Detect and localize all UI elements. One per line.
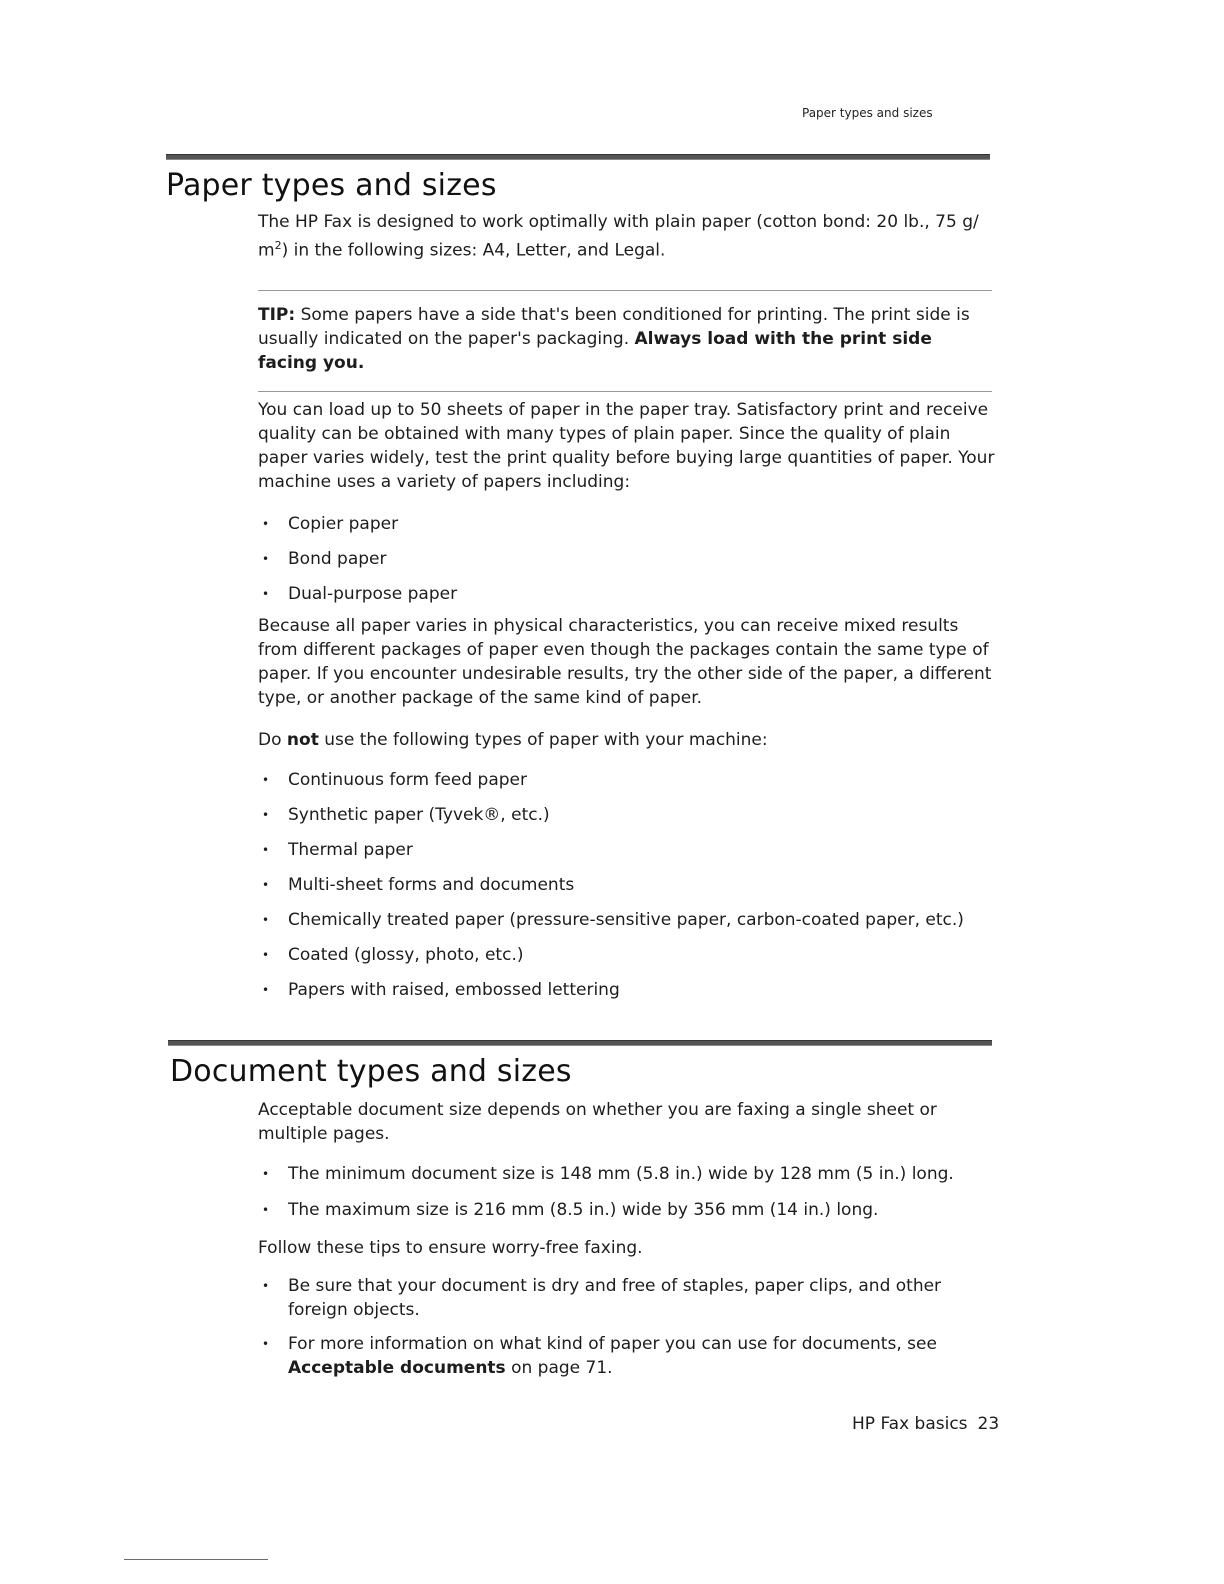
- list-item: • Thermal paper: [262, 840, 413, 860]
- scan-edge-line: [124, 1559, 268, 1560]
- list-item: • Multi-sheet forms and documents: [262, 875, 575, 895]
- footer-label: HP Fax basics: [852, 1414, 968, 1434]
- acceptable-documents-link[interactable]: Acceptable documents: [288, 1358, 506, 1378]
- list-item: • Continuous form feed paper: [262, 770, 528, 790]
- section-divider: [166, 154, 990, 160]
- paper-type-list: [258, 512, 998, 606]
- tip-text: Some papers have a side that's been conditioned for printing. The print side is usually indicated on the paper's packaging.: [258, 305, 970, 349]
- list-item: • The maximum size is 216 mm (8.5 in.) wide by 356 mm (14 in.) long.: [262, 1200, 879, 1220]
- page-footer: [852, 1414, 999, 1434]
- paper-intro: The HP Fax is designed to work optimally with plain paper (cotton bond: 20 lb., 75 g/ $m^2$) in the following sizes: A4, Letter, and Legal.: [258, 212, 979, 261]
- running-head: Paper types and sizes: [802, 106, 933, 120]
- document-size-list: [258, 1162, 998, 1222]
- list-item: • For more information on what kind of paper you can use for documents, see Acceptable documents on page 71.: [262, 1334, 937, 1378]
- list-item: • The minimum document size is 148 mm (5.8 in.) wide by 128 mm (5 in.) long.: [262, 1164, 954, 1184]
- do-not-use-paragraph: Do not use the following types of paper with your machine:: [258, 730, 768, 750]
- list-item: • Papers with raised, embossed lettering: [262, 980, 620, 1000]
- avoid-paper-list: [258, 768, 998, 1002]
- tip-box: [258, 290, 992, 392]
- page-number: 23: [977, 1414, 1000, 1434]
- list-item: • Coated (glossy, photo, etc.): [262, 945, 524, 965]
- list-item: • Bond paper: [262, 549, 387, 569]
- list-item: • Synthetic paper (Tyvek®, etc.): [262, 805, 550, 825]
- tip-bold-text: Always load with the print side facing you.: [258, 329, 932, 373]
- list-item: • Dual-purpose paper: [262, 584, 458, 604]
- document-intro: Acceptable document size depends on whether you are faxing a single sheet or multiple pages.: [258, 1100, 937, 1144]
- section-divider: [168, 1040, 992, 1046]
- tips-intro: Follow these tips to ensure worry-free faxing.: [258, 1238, 643, 1258]
- list-item: • Chemically treated paper (pressure-sensitive paper, carbon-coated paper, etc.): [262, 910, 964, 930]
- paper-tray-paragraph: You can load up to 50 sheets of paper in the paper tray. Satisfactory print and receive quality can be obtained with many types of plain paper. Since the quality of plain paper varies widely, test the print quality before buying large quantities of paper. Your machine uses a variety of papers including:: [258, 400, 995, 492]
- tip-label: TIP:: [258, 305, 296, 325]
- section-title-paper: Paper types and sizes: [166, 168, 497, 203]
- list-item: • Be sure that your document is dry and free of staples, paper clips, and other foreign objects.: [262, 1276, 942, 1320]
- section-title-document: Document types and sizes: [170, 1054, 572, 1089]
- faxing-tips-list: [258, 1274, 998, 1380]
- list-item: • Copier paper: [262, 514, 399, 534]
- variation-paragraph: Because all paper varies in physical characteristics, you can receive mixed results from different packages of paper even though the packages contain the same type of paper. If you encounter undesirable results, try the other side of the paper, a different type, or another package of the same kind of paper.: [258, 616, 992, 708]
